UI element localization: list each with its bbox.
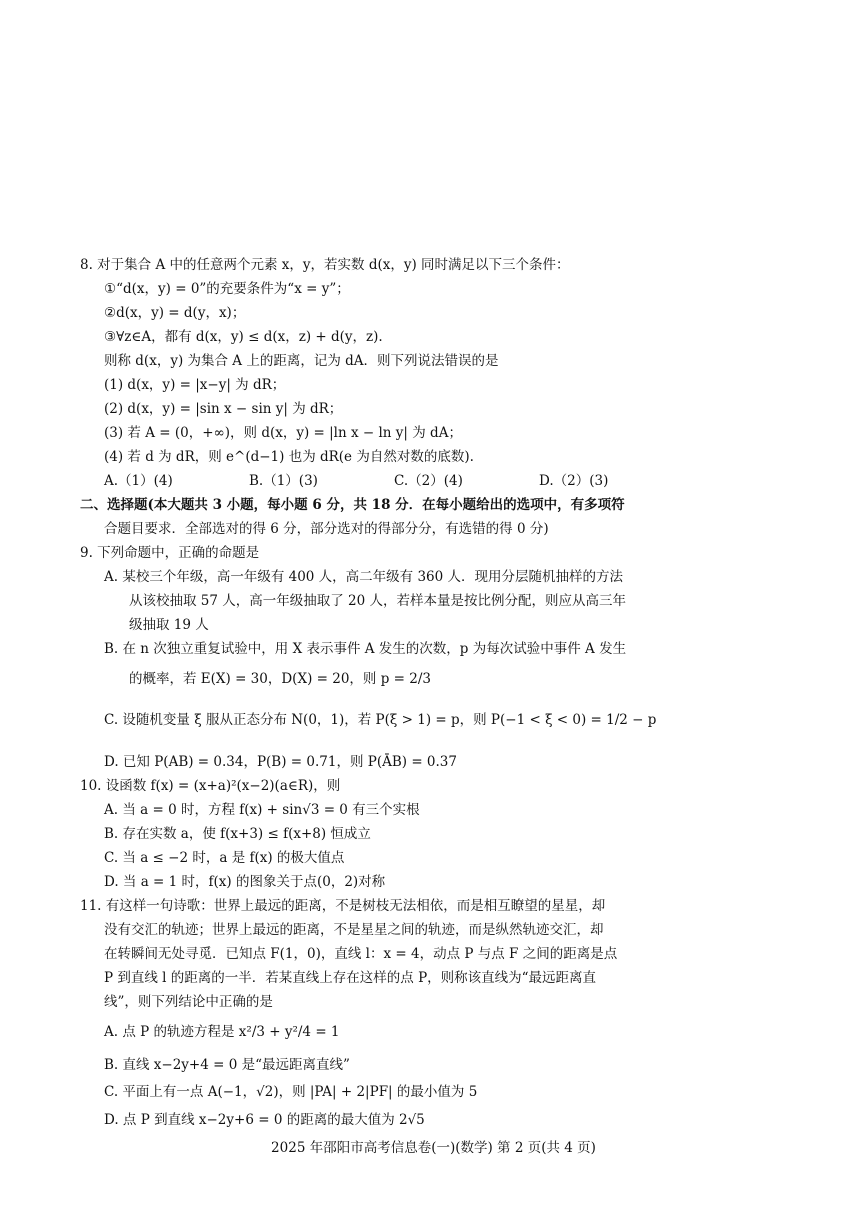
q8-stem: 8. 对于集合 A 中的任意两个元素 x，y，若实数 d(x，y) 同时满足以下三个条件： [80, 257, 570, 273]
section-2-heading: 二、选择题(本大题共 3 小题，每小题 6 分，共 18 分．在每小题给出的选项中，有多项符 [80, 497, 625, 513]
q8-options [104, 471, 624, 491]
q9-option-a-line3: 级抽取 19 人 [129, 617, 209, 633]
q8-option-d: D.（2）(3) [539, 473, 609, 489]
q10-stem: 10. 设函数 f(x) = (x+a)²(x−2)(a∈R)，则 [80, 778, 341, 794]
q8-option-a: A.（1）(4) [104, 473, 173, 489]
q8-statement-4: (4) 若 d 为 dR，则 e^(d−1) 也为 dR(e 为自然对数的底数). [104, 449, 474, 465]
q8-definition: 则称 d(x，y) 为集合 A 上的距离，记为 dA．则下列说法错误的是 [104, 353, 499, 369]
q11-stem-line2: 没有交汇的轨迹；世界上最远的距离，不是星星之间的轨迹，而是纵然轨迹交汇，却 [104, 922, 604, 938]
q9-stem: 9. 下列命题中，正确的命题是 [80, 545, 260, 561]
q10-option-c: C. 当 a ≤ −2 时，a 是 f(x) 的极大值点 [104, 850, 345, 866]
q8-condition-1: ①“d(x，y) = 0”的充要条件为“x = y”； [104, 281, 350, 297]
q9-option-c: C. 设随机变量 ξ 服从正态分布 N(0，1)，若 P(ξ > 1) = p，则 P(−1 < ξ < 0) = 1/2 − p [104, 712, 657, 728]
q8-option-b: B.（1）(3) [249, 473, 318, 489]
q9-option-a-line1: A. 某校三个年级，高一年级有 400 人，高二年级有 360 人．现用分层随机抽样的方法 [104, 569, 624, 585]
q9-option-d: D. 已知 P(AB) = 0.34，P(B) = 0.71，则 P(ĀB) = 0.37 [104, 754, 457, 770]
q11-option-b: B. 直线 x−2y+4 = 0 是“最远距离直线” [104, 1057, 350, 1073]
section-2-instructions: 合题目要求．全部选对的得 6 分，部分选对的得部分分，有选错的得 0 分) [104, 521, 549, 537]
q10-option-a: A. 当 a = 0 时，方程 f(x) + sin√3 = 0 有三个实根 [104, 802, 420, 818]
q10-option-d: D. 当 a = 1 时，f(x) 的图象关于点(0，2)对称 [104, 874, 386, 890]
q11-option-c: C. 平面上有一点 A(−1，√2)，则 |PA| + 2|PF| 的最小值为 5 [104, 1084, 478, 1100]
q11-stem-line4: P 到直线 l 的距离的一半．若某直线上存在这样的点 P，则称该直线为“最远距离直 [104, 970, 597, 986]
q10-option-b: B. 存在实数 a，使 f(x+3) ≤ f(x+8) 恒成立 [104, 826, 371, 842]
q11-option-d: D. 点 P 到直线 x−2y+6 = 0 的距离的最大值为 2√5 [104, 1112, 425, 1128]
q11-stem-line1: 11. 有这样一句诗歌：世界上最远的距离，不是树枝无法相依，而是相互瞭望的星星，却 [80, 898, 606, 914]
q8-condition-2: ②d(x，y) = d(y，x)； [104, 305, 246, 321]
page-footer: 2025 年邵阳市高考信息卷(一)(数学) 第 2 页(共 4 页) [271, 1140, 596, 1156]
q8-statement-1: (1) d(x，y) = |x−y| 为 dR； [104, 377, 286, 393]
q11-option-a: A. 点 P 的轨迹方程是 x²/3 + y²/4 = 1 [104, 1024, 340, 1040]
q11-stem-line3: 在转瞬间无处寻觅．已知点 F(1，0)，直线 l：x = 4，动点 P 与点 F 之间的距离是点 [104, 946, 618, 962]
q9-option-a-line2: 从该校抽取 57 人，高一年级抽取了 20 人，若样本量是按比例分配，则应从高三年 [129, 593, 627, 609]
q8-condition-3: ③∀z∈A，都有 d(x，y) ≤ d(x，z) + d(y，z). [104, 329, 383, 345]
q11-stem-line5: 线”，则下列结论中正确的是 [104, 994, 273, 1010]
q9-option-b-line2: 的概率，若 E(X) = 30，D(X) = 20，则 p = 2/3 [129, 671, 431, 687]
q8-statement-2: (2) d(x，y) = |sin x − sin y| 为 dR； [104, 401, 343, 417]
q8-statement-3: (3) 若 A = (0，+∞)，则 d(x，y) = |ln x − ln y| 为 dA； [104, 425, 462, 441]
q9-option-b-line1: B. 在 n 次独立重复试验中，用 X 表示事件 A 发生的次数，p 为每次试验中事件 A 发生 [104, 641, 627, 657]
q8-option-c: C.（2）(4) [394, 473, 463, 489]
